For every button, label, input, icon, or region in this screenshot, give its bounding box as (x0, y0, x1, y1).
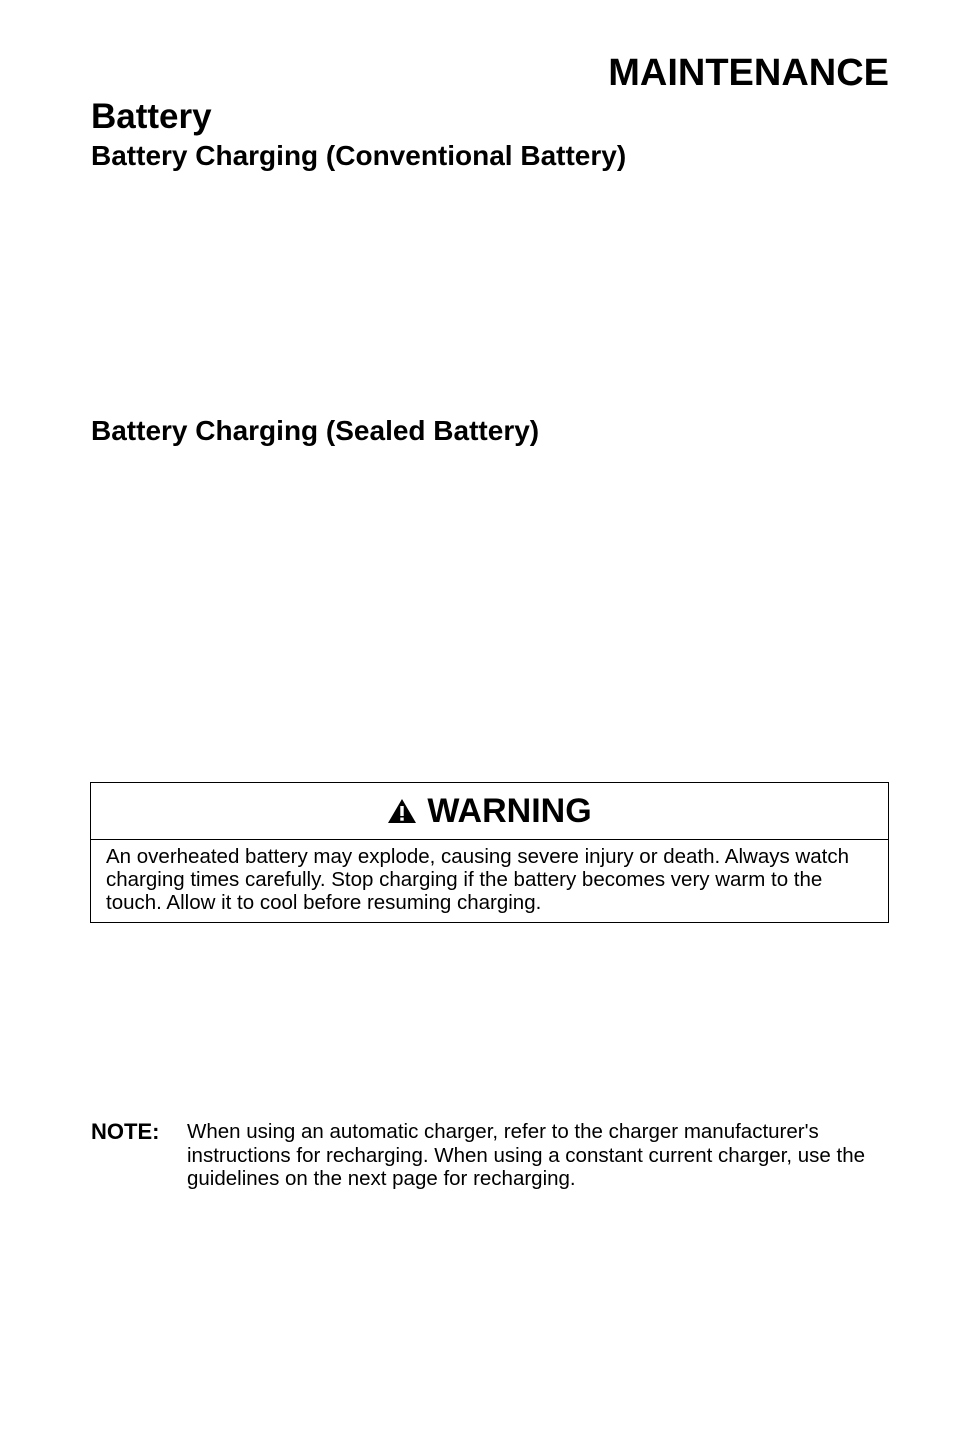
warning-box (90, 782, 889, 923)
page-title: Battery (91, 97, 212, 136)
section-header: MAINTENANCE (608, 52, 889, 94)
warning-triangle-icon (387, 798, 417, 824)
warning-header (91, 783, 888, 840)
warning-text: An overheated battery may explode, causing severe injury or death. Always watch charging times carefully. Stop charging if the battery becomes very warm to the touch. Allow it to cool before resuming charging. (106, 845, 849, 914)
warning-title: WARNING (427, 792, 592, 830)
subheading-conventional-battery: Battery Charging (Conventional Battery) (91, 140, 627, 171)
note-text: When using an automatic charger, refer to the charger manufacturer's instructions for recharging. When using a constant current charger, use the guidelines on the next page for recharging. (187, 1120, 866, 1190)
subheading-sealed-battery: Battery Charging (Sealed Battery) (91, 415, 540, 446)
note-label: NOTE: (91, 1119, 160, 1144)
note (91, 1120, 891, 1191)
